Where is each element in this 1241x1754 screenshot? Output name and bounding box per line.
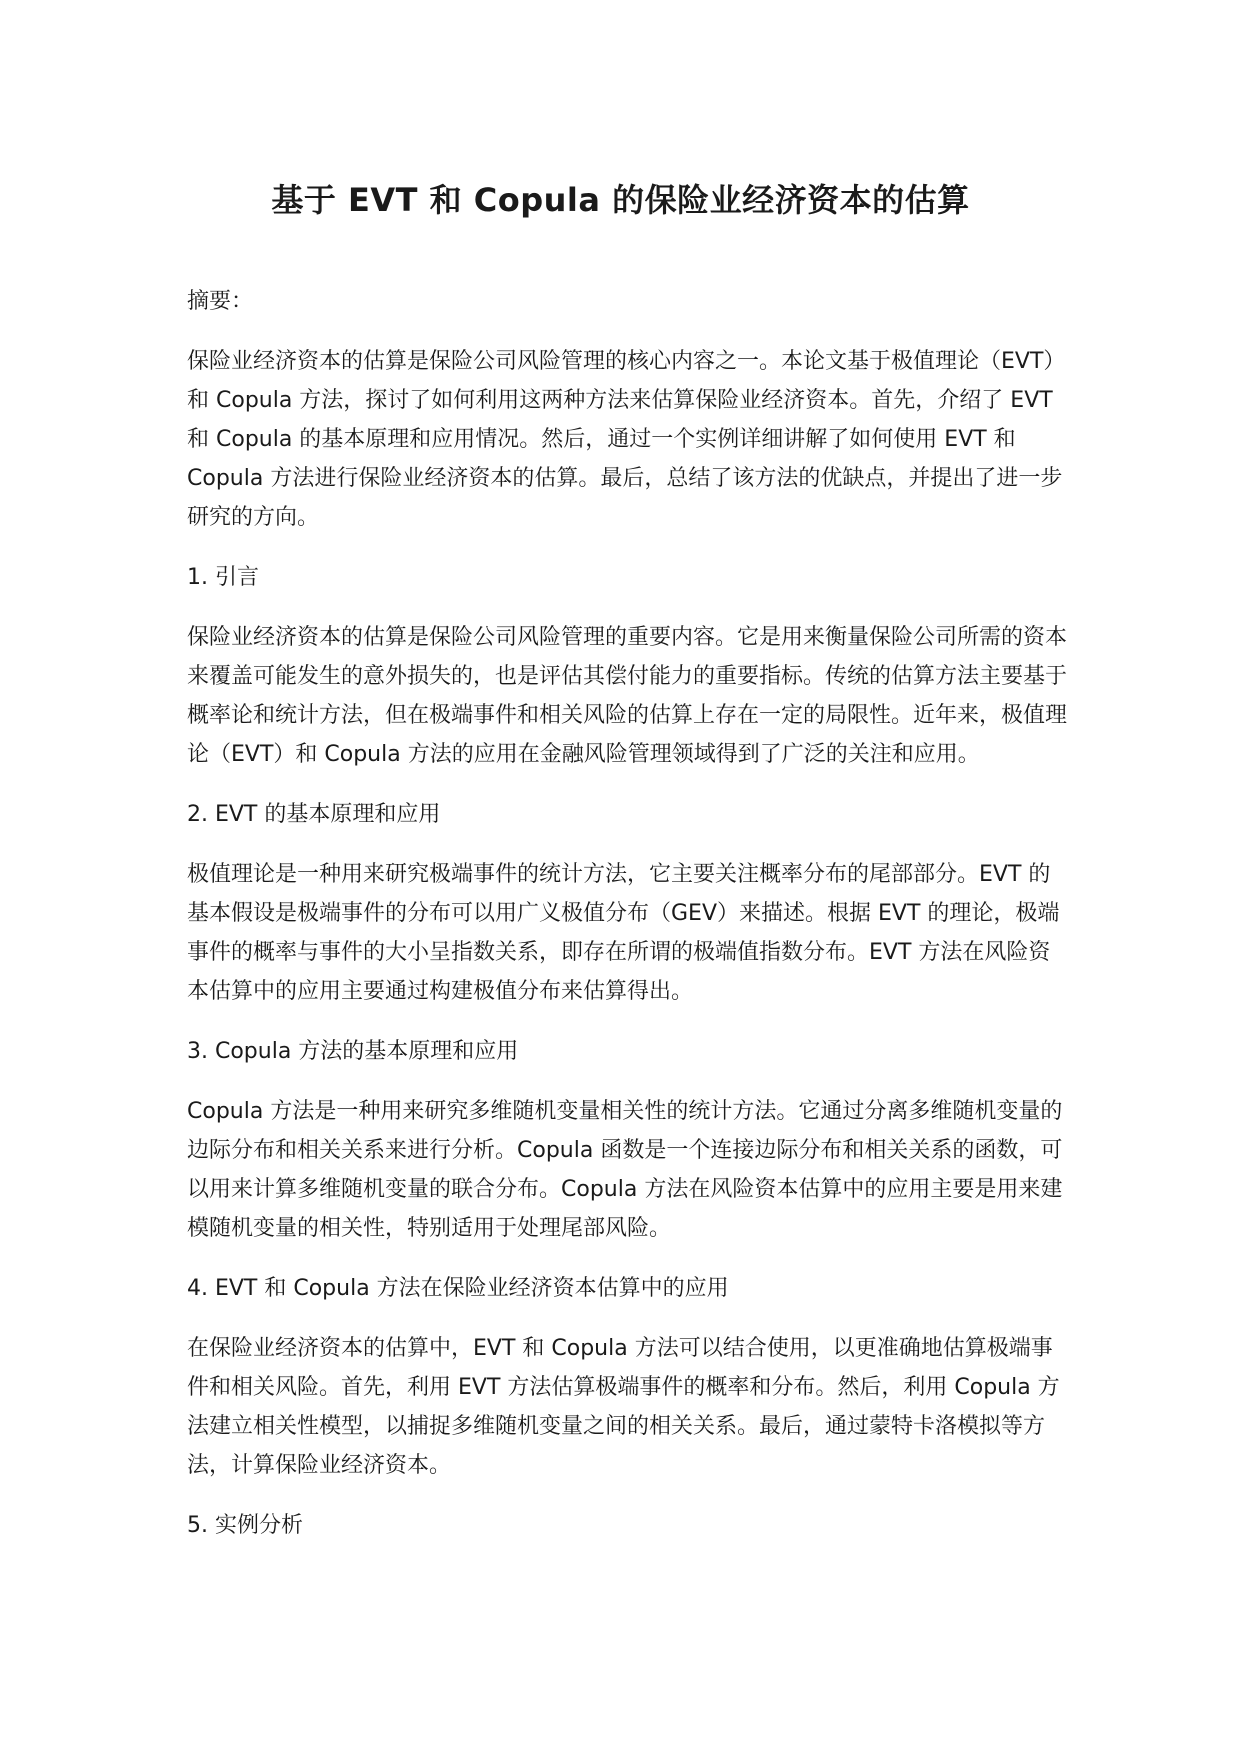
- section-body: Copula 方法是一种用来研究多维随机变量相关性的统计方法。它通过分离多维随机变量的边际分布和相关关系来进行分析。Copula 函数是一个连接边际分布和相关关系的函数，可以用来计算多维随机变量的联合分布。Copula 方法在风险资本估算中的应用主要是用来建模随机变量的相关性，特别适用于处理尾部风险。: [187, 1099, 1063, 1241]
- section-body: 极值理论是一种用来研究极端事件的统计方法，它主要关注概率分布的尾部部分。EVT 的基本假设是极端事件的分布可以用广义极值分布（GEV）来描述。根据 EVT 的理论，极端事件的概率与事件的大小呈指数关系，即存在所谓的极端值指数分布。EVT 方法在风险资本估算中的应用主要通过构建极值分布来估算得出。: [187, 862, 1060, 1004]
- document-title: 基于 EVT 和 Copula 的保险业经济资本的估算: [271, 181, 970, 219]
- document-body: [187, 282, 1067, 1566]
- section-heading: 3. Copula 方法的基本原理和应用: [187, 1039, 519, 1064]
- section-heading: 2. EVT 的基本原理和应用: [187, 802, 441, 827]
- section-heading: 4. EVT 和 Copula 方法在保险业经济资本估算中的应用: [187, 1276, 729, 1301]
- section-body: 在保险业经济资本的估算中，EVT 和 Copula 方法可以结合使用，以更准确地估算极端事件和相关风险。首先，利用 EVT 方法估算极端事件的概率和分布。然后，利用 Copula 方法建立相关性模型，以捕捉多维随机变量之间的相关关系。最后，通过蒙特卡洛模拟等方法，计算保险业经济资本。: [187, 1336, 1060, 1478]
- section-body: 保险业经济资本的估算是保险公司风险管理的重要内容。它是用来衡量保险公司所需的资本来覆盖可能发生的意外损失的，也是评估其偿付能力的重要指标。传统的估算方法主要基于概率论和统计方法，但在极端事件和相关风险的估算上存在一定的局限性。近年来，极值理论（EVT）和 Copula 方法的应用在金融风险管理领域得到了广泛的关注和应用。: [187, 625, 1068, 767]
- section-heading: 5. 实例分析: [187, 1513, 303, 1538]
- section-heading: 1. 引言: [187, 565, 259, 590]
- abstract-text: 保险业经济资本的估算是保险公司风险管理的核心内容之一。本论文基于极值理论（EVT）和 Copula 方法，探讨了如何利用这两种方法来估算保险业经济资本。首先，介绍了 EVT 和 Copula 的基本原理和应用情况。然后，通过一个实例详细讲解了如何使用 EVT 和 Copula 方法进行保险业经济资本的估算。最后，总结了该方法的优缺点，并提出了进一步研究的方向。: [187, 349, 1066, 530]
- abstract-label: 摘要：: [187, 289, 254, 314]
